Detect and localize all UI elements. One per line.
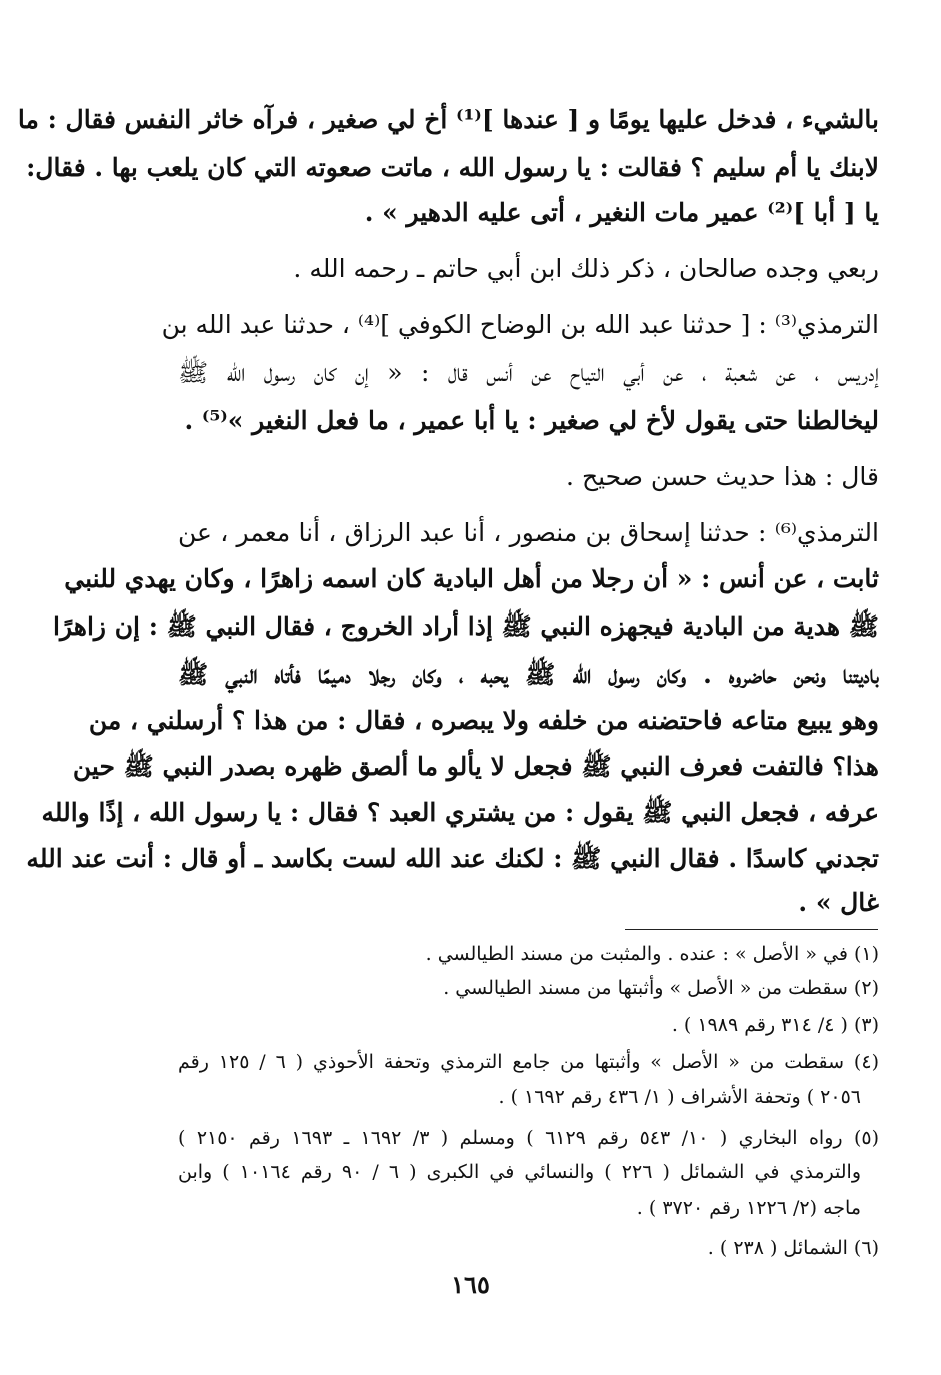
footnote-4-line-2: ٢٠٥٦ ) وتحفة الأشراف ( ١/ ٤٣٦ رقم ١٦٩٢ ) . <box>498 1086 861 1108</box>
body-line-3: يا [ أبا ]⁽²⁾ عمير مات النغير ، أتى عليه الدهير » . <box>364 198 879 227</box>
footnote-5-line-1: (٥) رواه البخاري ( ١٠/ ٥٤٣ رقم ٦١٢٩ ) ومسلم ( ٣/ ١٦٩٢ ـ ١٦٩٣ رقم ٢١٥٠ ) <box>178 1127 879 1149</box>
body-line-7: ليخالطنا حتى يقول لأخ لي صغير : يا أبا عمير ، ما فعل النغير »⁽⁵⁾ . <box>184 406 879 435</box>
footnote-3: (٣) ( ٤/ ٣١٤ رقم ١٩٨٩ ) . <box>671 1014 879 1036</box>
body-line-14: هذا؟ فالتفت فعرف النبي ﷺ فجعل لا يألو ما ألصق ظهره بصدر النبي ﷺ حين <box>72 752 879 781</box>
body-line-12: باديتنا ونحن حاضروه . وكان رسول الله ﷺ يحبه ، وكان رجلا دميمًا فأتاه النبي ﷺ <box>178 660 879 689</box>
footnote-2: (٢) سقطت من « الأصل » وأثبتها من مسند الطيالسي . <box>443 977 879 999</box>
body-line-2: لابنك يا أم سليم ؟ فقالت : يا رسول الله ، ماتت صعوته التي كان يلعب بها . فقال: <box>26 153 879 182</box>
footnote-5-line-3: ماجه (٢/ ١٢٢٦ رقم ٣٧٢٠ ) . <box>636 1197 861 1219</box>
footnote-separator <box>625 929 878 930</box>
body-line-4: ربعي وجده صالحان ، ذكر ذلك ابن أبي حاتم ـ رحمه الله . <box>293 254 879 283</box>
footnote-4-line-1: (٤) سقطت من « الأصل » وأثبتها من جامع الترمذي وتحفة الأحوذي ( ٦ / ١٢٥ رقم <box>178 1051 879 1073</box>
footnote-5-line-2: والترمذي في الشمائل ( ٢٢٦ ) والنسائي في الكبرى ( ٦ / ٩٠ رقم ١٠١٦٤ ) وابن <box>178 1161 861 1183</box>
body-line-11: ﷺ هدية من البادية فيجهزه النبي ﷺ إذا أراد الخروج ، فقال النبي ﷺ : إن زاهرًا <box>53 612 879 641</box>
page-number: ١٦٥ <box>451 1270 490 1299</box>
body-line-1: بالشيء ، فدخل عليها يومًا و [ عندها ]⁽¹⁾ أخ لي صغير ، فرآه خاثر النفس فقال : ما <box>17 105 879 134</box>
body-line-15: عرفه ، فجعل النبي ﷺ يقول : من يشتري العبد ؟ فقال : يا رسول الله ، إذًا والله <box>41 798 879 827</box>
footnote-6: (٦) الشمائل ( ٢٣٨ ) . <box>707 1237 879 1259</box>
body-line-16: تجدني كاسدًا . فقال النبي ﷺ : لكنك عند الله لست بكاسد ـ أو قال : أنت عند الله <box>26 844 879 873</box>
footnote-1: (١) في « الأصل » : عنده . والمثبت من مسند الطيالسي . <box>425 943 879 965</box>
body-line-10: ثابت ، عن أنس : « أن رجلا من أهل البادية كان اسمه زاهرًا ، وكان يهدي للنبي <box>64 564 879 593</box>
body-line-6: إدريس ، عن شعبة ، عن أبي التياح عن أنس قال : « إن كان رسول الله ﷺ <box>178 358 879 387</box>
body-line-13: وهو يبيع متاعه فاحتضنه من خلفه ولا يبصره ، فقال : من هذا ؟ أرسلني ، من <box>88 706 879 735</box>
body-line-8: قال : هذا حديث حسن صحيح . <box>566 462 879 491</box>
body-line-5: الترمذي⁽³⁾ : [ حدثنا عبد الله بن الوضاح الكوفي ]⁽⁴⁾ ، حدثنا عبد الله بن <box>161 310 879 339</box>
body-line-9: الترمذي⁽⁶⁾ : حدثنا إسحاق بن منصور ، أنا عبد الرزاق ، أنا معمر ، عن <box>178 518 879 547</box>
body-line-17: غال » . <box>798 888 879 917</box>
